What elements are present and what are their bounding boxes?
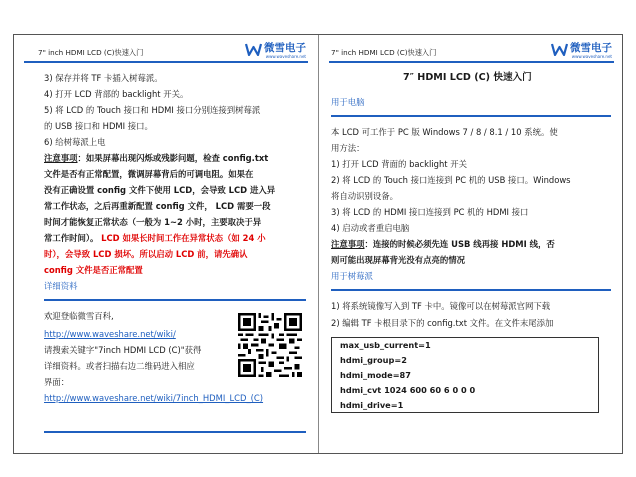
waveshare-logo bbox=[245, 43, 306, 59]
brand-site: www.waveshare.net bbox=[571, 54, 612, 59]
step-line: 4) 打开 LCD 背部的 backlight 开关。 bbox=[44, 89, 189, 99]
header-title: 7" inch HDMI LCD (C)快速入门 bbox=[331, 48, 437, 57]
pi-heading: 用于树莓派 bbox=[331, 271, 373, 281]
pc-line: 3) 将 LCD 的 HDMI 接口连接到 PC 机的 HDMI 接口 bbox=[331, 207, 529, 217]
brand-name: 微雪电子 bbox=[264, 42, 306, 54]
header-title: 7" inch HDMI LCD (C)快速入门 bbox=[38, 48, 144, 57]
warning-text: 时），会导致 LCD 损坏。所以启动 LCD 前，请先确认 bbox=[44, 249, 248, 259]
pc-line: 将自动识别设备。 bbox=[331, 191, 398, 201]
note-line: 则可能出现屏幕背光没有点亮的情况 bbox=[331, 255, 465, 265]
footer-text: 界面： bbox=[44, 377, 70, 387]
section-rule bbox=[331, 289, 611, 291]
note-line: 时间才能恢复正常状态（一般为 1~2 小时，主要取决于异 bbox=[44, 217, 262, 227]
note-line: 文件是否有正常配置，微调屏幕背后的可调电阻。如果在 bbox=[44, 169, 254, 179]
note-line bbox=[44, 151, 268, 165]
note-text: ：如果屏幕出现闪烁或残影问题，检查 config.txt bbox=[77, 153, 269, 163]
brand-name: 微雪电子 bbox=[570, 42, 612, 54]
page-title: 7″ HDMI LCD (C) 快速入门 bbox=[403, 72, 532, 83]
pi-line: 2) 编辑 TF 卡根目录下的 config.txt 文件。在文件末尾添加 bbox=[331, 318, 554, 328]
step-line: 的 USB 接口和 HDMI 接口。 bbox=[44, 121, 153, 131]
config-code-box bbox=[331, 337, 599, 413]
note-line-mixed bbox=[44, 231, 266, 245]
footer-text: 欢迎登临微雪百科, bbox=[44, 311, 114, 321]
pc-line: 1) 打开 LCD 背面的 backlight 开关 bbox=[331, 159, 467, 169]
note-label: 注意事项 bbox=[44, 153, 78, 163]
waveshare-logo-icon bbox=[245, 43, 262, 56]
note-line: 常工作状态，之后再重新配置 config 文件， LCD 需要一段 bbox=[44, 201, 271, 211]
config-line: hdmi_cvt 1024 600 60 6 0 0 0 bbox=[340, 385, 476, 395]
waveshare-logo bbox=[551, 43, 612, 59]
warning-text: LCD 如果长时间工作在异常状态（如 24 小 bbox=[101, 233, 266, 243]
right-header bbox=[319, 43, 624, 61]
manual-page bbox=[13, 34, 623, 454]
config-line: hdmi_group=2 bbox=[340, 355, 407, 365]
step-line: 5) 将 LCD 的 Touch 接口和 HDMI 接口分别连接到树莓派 bbox=[44, 105, 261, 115]
qr-code-icon[interactable] bbox=[238, 313, 302, 377]
section-rule bbox=[44, 299, 306, 301]
detail-link[interactable]: 详细资料 bbox=[44, 281, 78, 291]
wiki-link[interactable]: http://www.waveshare.net/wiki/ bbox=[44, 329, 176, 339]
footer-text: 请搜索关键字"7inch HDMI LCD (C)"获得 bbox=[44, 345, 202, 355]
right-column bbox=[319, 35, 624, 453]
config-line: hdmi_drive=1 bbox=[340, 400, 404, 410]
step-line: 6) 给树莓派上电 bbox=[44, 137, 106, 147]
product-wiki-link[interactable]: http://www.waveshare.net/wiki/7inch_HDMI_LCD_(C) bbox=[44, 393, 264, 403]
section-rule bbox=[44, 431, 306, 433]
section-rule bbox=[331, 115, 611, 117]
pc-line: 2) 将 LCD 的 Touch 接口连接到 PC 机的 USB 接口。Windows bbox=[331, 175, 571, 185]
header-rule bbox=[24, 61, 308, 63]
pi-line: 1) 将系统镜像写入到 TF 卡中。镜像可以在树莓派官网下载 bbox=[331, 301, 551, 311]
note-label: 注意事项 bbox=[331, 239, 365, 249]
config-line: hdmi_mode=87 bbox=[340, 370, 411, 380]
note-text: 常工作时间）。 bbox=[44, 233, 99, 243]
pc-heading: 用于电脑 bbox=[331, 97, 365, 107]
brand-site: www.waveshare.net bbox=[265, 54, 306, 59]
footer-text: 详细资料。或者扫描右边二维码进入相应 bbox=[44, 361, 195, 371]
pc-line: 本 LCD 可工作于 PC 版 Windows 7 / 8 / 8.1 / 10 系统。使 bbox=[331, 127, 558, 137]
pc-line: 用方法： bbox=[331, 143, 365, 153]
note-line bbox=[331, 237, 555, 251]
waveshare-logo-icon bbox=[551, 43, 568, 56]
left-column bbox=[14, 35, 318, 453]
config-line: max_usb_current=1 bbox=[340, 340, 431, 350]
note-text: ：连接的时候必须先连 USB 线再接 HDMI 线，否 bbox=[364, 239, 555, 249]
step-line: 3) 保存并将 TF 卡插入树莓派。 bbox=[44, 73, 163, 83]
warning-text: config 文件是否正常配置 bbox=[44, 265, 143, 275]
header-rule bbox=[329, 61, 614, 63]
note-line: 没有正确设置 config 文件下使用 LCD，会导致 LCD 进入异 bbox=[44, 185, 276, 195]
pc-line: 4) 启动或者重启电脑 bbox=[331, 223, 410, 233]
left-header bbox=[14, 43, 318, 61]
